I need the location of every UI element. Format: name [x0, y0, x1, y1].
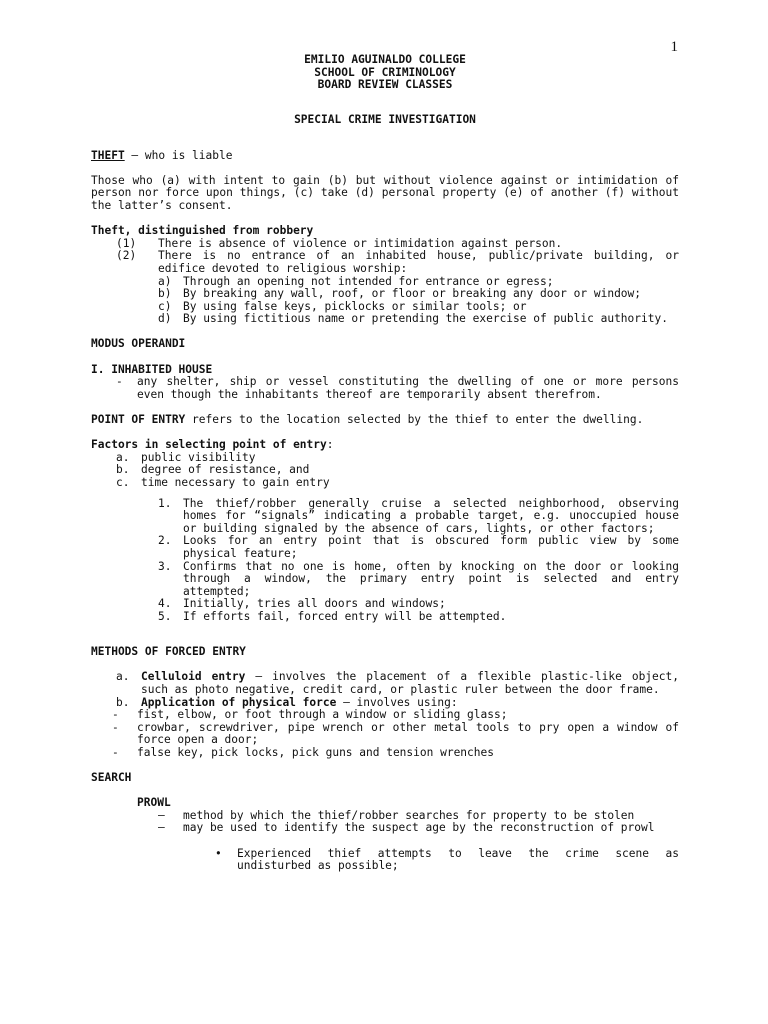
- prowl-bullet: [91, 848, 679, 873]
- modus-heading: MODUS OPERANDI: [91, 337, 186, 351]
- factors-heading: [91, 439, 679, 452]
- item-marker: (1): [116, 236, 137, 250]
- subitem-text: By using fictitious name or pretending the exercise of public authority.: [183, 312, 668, 326]
- subitem-marker: b): [158, 287, 172, 301]
- document-body: [91, 54, 679, 873]
- subitem-text: By breaking any wall, roof, or floor or breaking any door or window;: [183, 287, 642, 301]
- distinguished-heading: Theft, distinguished from robbery: [91, 224, 314, 238]
- prowl-marker: –: [158, 808, 165, 822]
- factor-marker: c.: [116, 476, 130, 489]
- theft-heading-rest: – who is liable: [124, 148, 233, 162]
- step-marker: 1.: [158, 496, 172, 510]
- step-marker: 3.: [158, 559, 172, 573]
- step-marker: 4.: [158, 597, 172, 611]
- method-marker: b.: [116, 695, 130, 709]
- tool-marker: -: [112, 745, 119, 759]
- physical-term: Application of physical force: [141, 695, 337, 709]
- tool-text: fist, elbow, or foot through a window or sliding glass;: [137, 708, 508, 722]
- step-marker: 2.: [158, 534, 172, 548]
- distinguished-subitem: [91, 313, 679, 326]
- factor-marker: a.: [116, 450, 130, 464]
- factor-item: [91, 477, 679, 490]
- tool-marker: -: [112, 720, 119, 734]
- subitem-marker: c): [158, 299, 172, 313]
- prowl-item: [91, 822, 679, 835]
- factors-colon: :: [326, 438, 334, 452]
- distinguished-item: [91, 250, 679, 275]
- factor-text: degree of resistance, and: [141, 463, 310, 477]
- document-title: SPECIAL CRIME INVESTIGATION: [294, 113, 476, 127]
- subitem-marker: a): [158, 274, 172, 288]
- point-of-entry-term: POINT OF ENTRY: [91, 413, 186, 427]
- class-name: BOARD REVIEW CLASSES: [317, 78, 453, 92]
- forced-entry-heading: METHODS OF FORCED ENTRY: [91, 645, 246, 659]
- step-text: Confirms that no one is home, often by knocking on the door or looking through a window, the primary entry point is selected and entry attempted;: [183, 559, 679, 598]
- search-heading: SEARCH: [91, 771, 132, 785]
- inhabited-definition: [91, 376, 679, 401]
- celluloid-text-wrap: [141, 671, 679, 696]
- tool-item: [91, 722, 679, 747]
- tool-text: false key, pick locks, pick guns and tension wrenches: [137, 745, 494, 759]
- subitem-text: Through an opening not intended for entrance or egress;: [183, 274, 554, 288]
- bullet-text: Experienced thief attempts to leave the crime scene as undisturbed as possible;: [237, 846, 679, 873]
- prowl-marker: –: [158, 821, 165, 835]
- point-of-entry-text: refers to the location selected by the thief to enter the dwelling.: [185, 413, 644, 427]
- entry-step: [91, 498, 679, 536]
- step-text: The thief/robber generally cruise a selected neighborhood, observing homes for “signals” indicating a probable target, e.g. unoccupied house or building signaled by the absence of cars, lights, or other factors;: [183, 496, 679, 535]
- celluloid-text: – involves the placement of a flexible plastic-like object, such as photo negative, credit card, or plastic ruler between the door frame.: [141, 670, 679, 696]
- tool-marker: -: [112, 708, 119, 722]
- prowl-text: method by which the thief/robber searches for property to be stolen: [183, 808, 635, 822]
- theft-heading: [91, 150, 679, 163]
- entry-step: [91, 535, 679, 560]
- prowl-heading: PROWL: [137, 796, 171, 810]
- step-text: If efforts fail, forced entry will be attempted.: [183, 609, 507, 623]
- inhabited-heading: I. INHABITED HOUSE: [91, 362, 213, 376]
- tool-item: [91, 709, 679, 722]
- theft-definition: Those who (a) with intent to gain (b) but without violence against or intimidation of person nor force upon things, (c) take (d) personal property (e) of another (f) without the latter’s consent.: [91, 173, 679, 212]
- factors-heading-text: Factors in selecting point of entry: [91, 438, 327, 452]
- celluloid-term: Celluloid entry: [141, 670, 246, 684]
- school-name: SCHOOL OF CRIMINOLOGY: [314, 65, 456, 79]
- physical-text: – involves using:: [336, 695, 458, 709]
- tool-text: crowbar, screwdriver, pipe wrench or other metal tools to pry open a window of force open a door;: [137, 720, 679, 747]
- item-text: There is no entrance of an inhabited house, public/private building, or edifice devoted to religious worship:: [158, 249, 679, 275]
- entry-step: [91, 561, 679, 599]
- bullet-marker: •: [215, 846, 222, 860]
- subitem-marker: d): [158, 312, 172, 326]
- subitem-text: By using false keys, picklocks or similar tools; or: [183, 299, 527, 313]
- college-name: EMILIO AGUINALDO COLLEGE: [304, 53, 466, 66]
- page-number: 1: [670, 39, 678, 55]
- prowl-text: may be used to identify the suspect age by the reconstruction of prowl: [183, 821, 655, 835]
- celluloid-entry: [91, 671, 679, 696]
- item-marker: (2): [116, 249, 137, 263]
- factor-text: public visibility: [141, 450, 256, 464]
- step-text: Initially, tries all doors and windows;: [183, 597, 446, 611]
- step-text: Looks for an entry point that is obscured form public view by some physical feature;: [183, 534, 679, 560]
- factor-marker: b.: [116, 463, 130, 477]
- inhabited-text: any shelter, ship or vessel constituting the dwelling of one or more persons even though the inhabitants thereof are temporarily absent therefrom.: [137, 375, 679, 401]
- theft-term: THEFT: [91, 148, 125, 162]
- entry-step: [91, 611, 679, 624]
- item-text: There is absence of violence or intimidation against person.: [158, 236, 563, 250]
- tool-item: [91, 747, 679, 760]
- step-marker: 5.: [158, 609, 172, 623]
- distinguished-subitem: [91, 288, 679, 301]
- method-marker: a.: [116, 670, 130, 684]
- point-of-entry-definition: [91, 414, 679, 427]
- dash-marker: -: [116, 375, 123, 389]
- factor-text: time necessary to gain entry: [141, 476, 330, 489]
